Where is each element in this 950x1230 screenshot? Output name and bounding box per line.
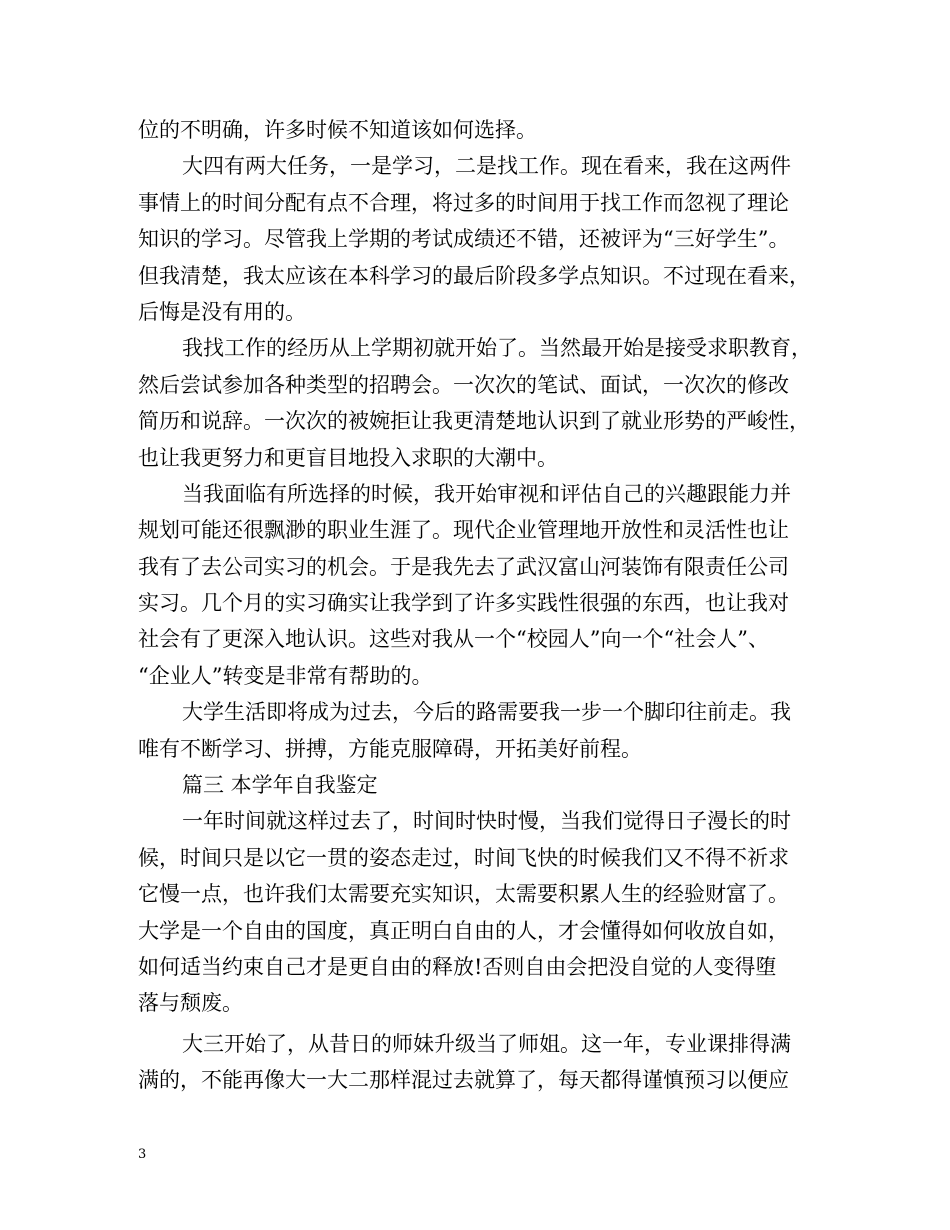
text-line-3: 事情上的时间分配有点不合理，将过多的时间用于找工作而忽视了理论 <box>138 190 789 215</box>
text-line-11: 当我面临有所选择的时候，我开始审视和评估自己的兴趣跟能力并 <box>182 481 791 506</box>
section-heading: 篇三 本学年自我鉴定 <box>182 773 378 798</box>
text-line-15: 社会有了更深入地认识。这些对我从一个“校园人”向一个“社会人”、 <box>138 627 769 652</box>
text-line-9: 简历和说辞。一次次的被婉拒让我更清楚地认识到了就业形势的严峻性， <box>138 409 810 434</box>
text-line-22: 它慢一点，也许我们太需要充实知识，太需要积累人生的经验财富了。 <box>138 882 789 907</box>
text-line-1: 位的不明确，许多时候不知道该如何选择。 <box>138 118 537 142</box>
document-body <box>138 112 818 1099</box>
text-line-27: 满的，不能再像大一大二那样混过去就算了，每天都得谨慎预习以便应 <box>138 1068 789 1093</box>
text-line-5: 但我清楚，我太应该在本科学习的最后阶段多学点知识。不过现在看来， <box>138 263 810 288</box>
text-line-6: 后悔是没有用的。 <box>138 299 306 324</box>
text-line-4: 知识的学习。尽管我上学期的考试成绩还不错，还被评为“三好学生”。 <box>138 227 790 252</box>
text-line-18: 唯有不断学习、拼搏，方能克服障碍，开拓美好前程。 <box>138 736 642 761</box>
text-line-14: 实习。几个月的实习确实让我学到了许多实践性很强的东西，也让我对 <box>138 591 789 616</box>
text-line-8: 然后尝试参加各种类型的招聘会。一次次的笔试、面试，一次次的修改 <box>138 372 789 397</box>
text-line-24: 如何适当约束自己才是更自由的释放!否则自由会把没自觉的人变得堕 <box>138 954 777 979</box>
text-line-16: “企业人”转变是非常有帮助的。 <box>138 663 433 688</box>
text-line-21: 候，时间只是以它一贯的姿态走过，时间飞快的时候我们又不得不祈求 <box>138 845 789 870</box>
text-line-12: 规划可能还很飘渺的职业生涯了。现代企业管理地开放性和灵活性也让 <box>138 518 789 543</box>
text-line-7: 我找工作的经历从上学期初就开始了。当然最开始是接受求职教育， <box>182 336 812 361</box>
text-line-17: 大学生活即将成为过去，今后的路需要我一步一个脚印往前走。我 <box>182 700 791 725</box>
text-line-13: 我有了去公司实习的机会。于是我先去了武汉富山河装饰有限责任公司 <box>138 554 789 579</box>
page-number: 3 <box>138 1147 147 1162</box>
text-line-23: 大学是一个自由的国度，真正明白自由的人，才会懂得如何收放自如， <box>138 918 789 943</box>
text-line-20: 一年时间就这样过去了，时间时快时慢，当我们觉得日子漫长的时 <box>182 809 791 834</box>
text-line-2: 大四有两大任务，一是学习，二是找工作。现在看来，我在这两件 <box>182 154 791 179</box>
text-line-25: 落与颓废。 <box>138 991 243 1016</box>
text-line-26: 大三开始了，从昔日的师妹升级当了师姐。这一年，专业课排得满 <box>182 1031 791 1056</box>
text-line-10: 也让我更努力和更盲目地投入求职的大潮中。 <box>138 445 558 470</box>
